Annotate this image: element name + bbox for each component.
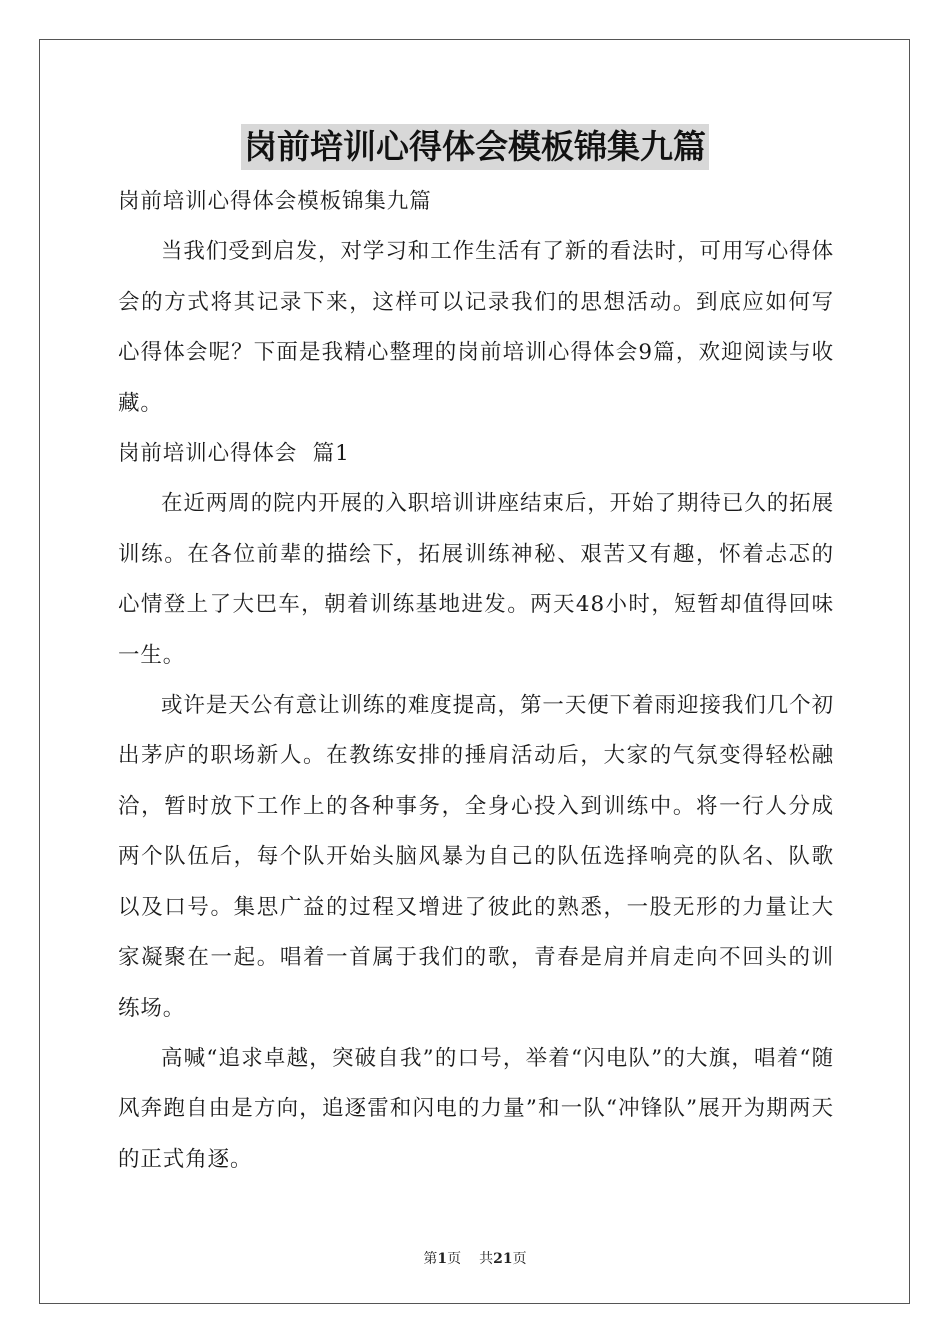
section-heading: 岗前培训心得体会 篇1 bbox=[118, 441, 350, 467]
total-page-count: 21 bbox=[493, 1251, 513, 1267]
body-paragraph: 或许是天公有意让训练的难度提高，第一天便下着雨迎接我们几个初出茅庐的职场新人。在教练安排的捶肩活动后，大家的气氛变得轻松融洽，暂时放下工作上的各种事务，全身心投入到训练中。将一行人分成两个队伍后，每个队开始头脑风暴为自己的队伍选择响亮的队名、队歌以及口号。集思广益的过程又增进了彼此的熟悉，一股无形的力量让大家凝聚在一起。唱着一首属于我们的歌，青春是肩并肩走向不回头的训练场。 bbox=[118, 693, 834, 1021]
intro-paragraph: 当我们受到启发，对学习和工作生活有了新的看法时，可用写心得体会的方式将其记录下来，这样可以记录我们的思想活动。到底应如何写心得体会呢？下面是我精心整理的岗前培训心得体会9篇，欢迎阅读与收藏。 bbox=[118, 239, 834, 416]
body-paragraph: 高喊“追求卓越，突破自我”的口号，举着“闪电队”的大旗，唱着“随风奔跑自由是方向，追逐雷和闪电的力量”和一队“冲锋队”展开为期两天的正式角逐。 bbox=[118, 1045, 834, 1172]
page-footer bbox=[0, 1248, 950, 1268]
title-container bbox=[0, 124, 950, 170]
document-subtitle: 岗前培训心得体会模板锦集九篇 bbox=[118, 189, 432, 214]
body-paragraph: 在近两周的院内开展的入职培训讲座结束后，开始了期待已久的拓展训练。在各位前辈的描绘下，拓展训练神秘、艰苦又有趣，怀着忐忑的心情登上了大巴车，朝着训练基地进发。两天48小时，短暂却值得回味一生。 bbox=[118, 491, 834, 668]
document-body bbox=[118, 177, 834, 1185]
page-prefix: 第 bbox=[423, 1251, 438, 1267]
page-suffix: 页 bbox=[447, 1251, 462, 1267]
total-prefix: 共 bbox=[479, 1251, 494, 1267]
current-page-number: 1 bbox=[437, 1251, 448, 1267]
total-suffix: 页 bbox=[512, 1251, 527, 1267]
document-title: 岗前培训心得体会模板锦集九篇 bbox=[241, 124, 709, 170]
